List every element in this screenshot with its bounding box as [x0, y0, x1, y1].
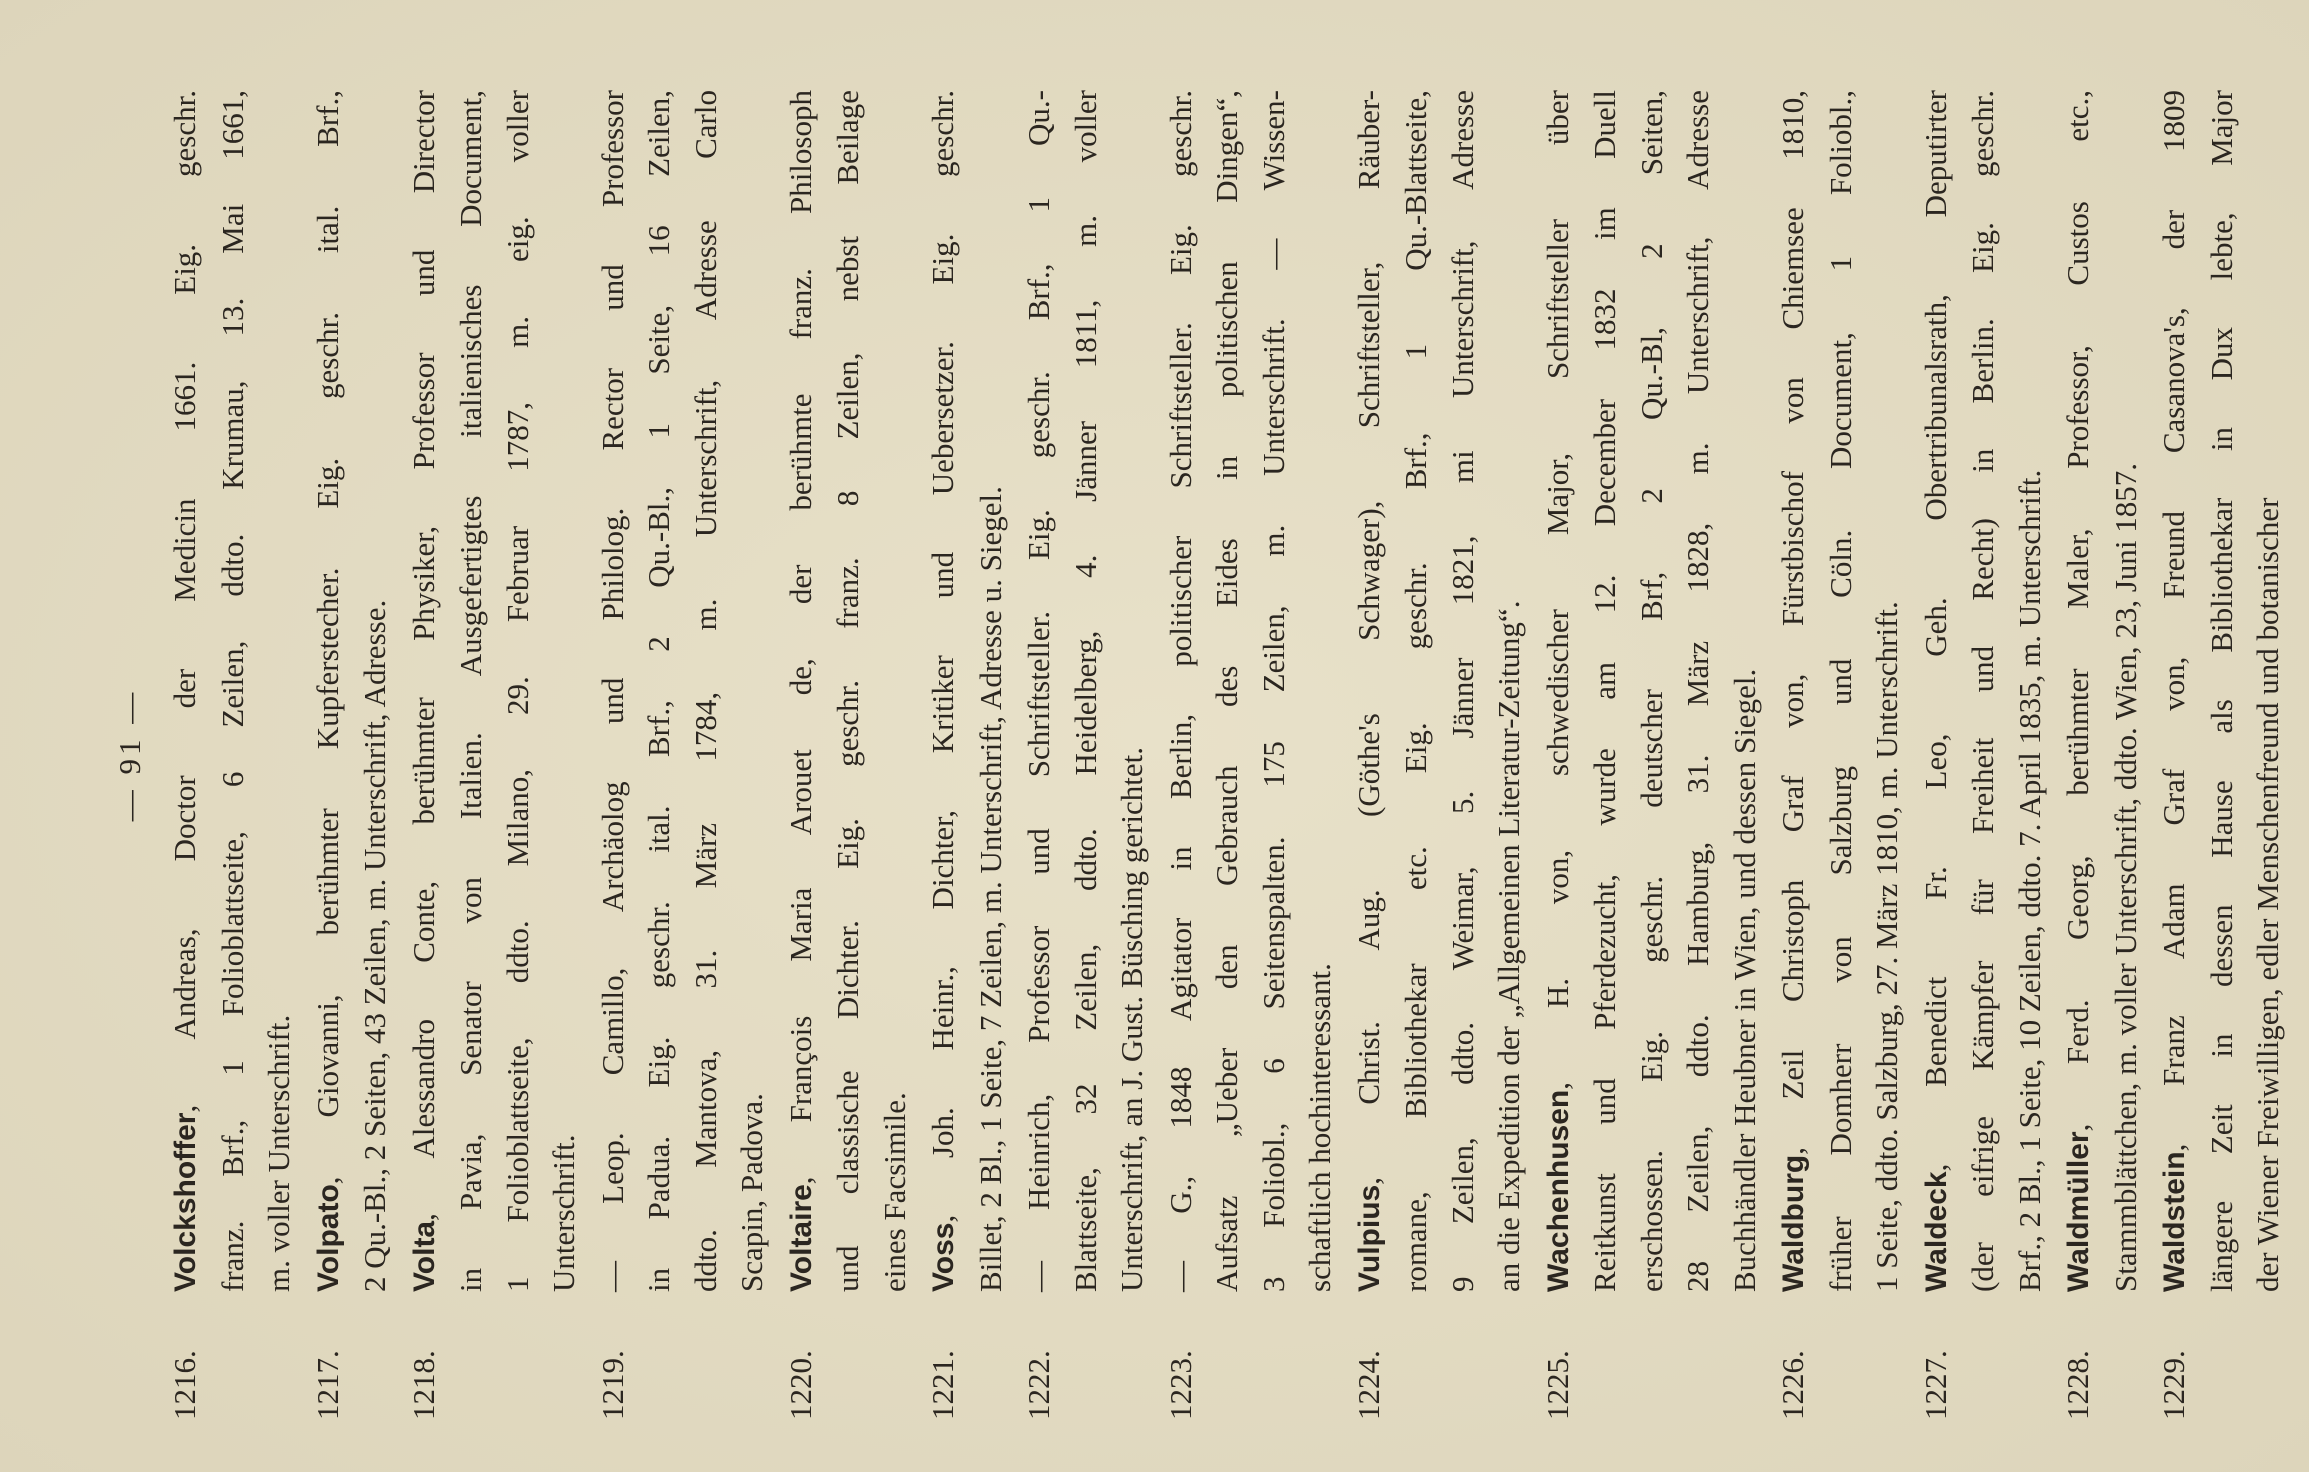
entry-text	[2055, 90, 2149, 1292]
entry-line: Buchhändler Heubner in Wien, und dessen Siegel.	[1726, 668, 1762, 1292]
entry-text	[1770, 90, 1911, 1292]
entry-number: 1216.	[167, 1350, 202, 1420]
entry-number: 1221.	[925, 1350, 960, 1420]
entry-name: Waldeck	[1919, 1171, 1953, 1292]
entry-text	[162, 90, 303, 1292]
entry-line: Unterschrift, an J. Gust. Büsching gerichtet.	[1114, 747, 1149, 1292]
entry-line: m. voller Unterschrift.	[261, 1014, 296, 1292]
catalog-entry	[1158, 90, 1344, 1420]
entry-text	[305, 90, 399, 1292]
entry-text	[401, 90, 588, 1292]
entry-line: Voltaire, François Maria Arouet de, der berühmte franz. Philosoph	[782, 90, 818, 1292]
entry-line: erschossen. Eig. geschr. deutscher Brf, 2 Qu.-Bl, 2 Seiten,	[1633, 90, 1669, 1292]
entry-line: 1 Seite, ddto. Salzburg, 27. März 1810, m. Unterschrift.	[1869, 601, 1904, 1292]
entry-line: — G., 1848 Agitator in Berlin, politischer Schriftsteller. Eig. geschr.	[1162, 90, 1198, 1292]
entry-line: romane, Bibliothekar etc. Eig. geschr. Brf., 1 Qu.-Blattseite,	[1398, 90, 1433, 1292]
entry-line: ddto. Mantova, 31. März 1784, m. Unterschrift, Adresse Carlo	[687, 90, 723, 1292]
entry-number: 1219.	[594, 1350, 630, 1420]
entry-line: früher Domherr von Salzburg und Cöln. Document, 1 Foliobl.,	[1822, 90, 1858, 1292]
catalog-entry	[1016, 90, 1156, 1420]
entry-line: und classische Dichter. Eig. geschr. franz. 8 Zeilen, nebst Beilage	[830, 90, 865, 1292]
entry-line: Scapin, Padova.	[734, 1093, 769, 1292]
entry-line: Waldeck, Benedict Fr. Leo, Geh. Obertribunalsrath, Deputirter	[1917, 90, 1953, 1292]
entry-name: Voltaire	[784, 1184, 818, 1292]
entry-line: 9 Zeilen, ddto. Weimar, 5. Jänner 1821, mi Unterschrift, Adresse	[1444, 90, 1480, 1292]
catalog-entry	[1913, 90, 2054, 1420]
entry-name: Waldmüller	[2062, 1131, 2095, 1292]
entry-number: 1220.	[782, 1350, 818, 1420]
entry-number: 1223.	[1162, 1350, 1198, 1420]
entry-line: franz. Brf., 1 Folioblattseite, 6 Zeilen, ddto. Krumau, 13. Mai 1661,	[214, 90, 250, 1292]
entry-text	[778, 90, 919, 1292]
entry-name: Waldstein	[2158, 1151, 2191, 1292]
entry-text	[1016, 90, 1156, 1292]
entry-number: 1218.	[405, 1350, 441, 1420]
entry-line: Waldmüller, Ferd. Georg, berühmter Maler, Professor, Custos etc.,	[2060, 90, 2095, 1292]
catalog-entry	[401, 90, 588, 1420]
entry-line: der Wiener Freiwilligen, edler Menschenfreund und botanischer	[2250, 497, 2285, 1292]
entry-line: längere Zeit in dessen Hause als Bibliothekar in Dux lebte, Major	[2203, 90, 2239, 1292]
entry-line: in Pavia, Senator von Italien. Ausgefertigtes italienisches Document,	[453, 90, 488, 1292]
entry-line: Brf., 2 Bl., 1 Seite, 10 Zeilen, ddto. 7. April 1835, m. Unterschrift.	[2011, 469, 2047, 1292]
entry-line: Waldburg, Zeil Christoph Graf von, Fürstbischof von Chiemsee 1810,	[1775, 90, 1810, 1292]
entry-name: Wachenhusen	[1541, 1089, 1575, 1292]
catalog-entry	[920, 90, 1014, 1420]
entry-line: Stammblättchen, m. voller Unterschrift, ddto. Wien, 23, Juni 1857.	[2107, 462, 2143, 1292]
entry-line: Volckshoffer, Andreas, Doctor der Medicin 1661. Eig. geschr.	[167, 90, 202, 1292]
entry-line: 1 Folioblattseite, ddto. Milano, 29. Februar 1787, m. eig. voller	[499, 90, 535, 1292]
catalog-entry	[1346, 90, 1533, 1420]
entry-line: — Heinrich, Professor und Schriftsteller. Eig. geschr. Brf., 1 Qu.-	[1021, 90, 1056, 1292]
entry-number: 1225.	[1539, 1350, 1575, 1420]
entry-name: Vulpius	[1352, 1184, 1386, 1292]
entry-line: Volpato, Giovanni, berühmter Kupferstecher. Eig. geschr. ital. Brf.,	[309, 90, 345, 1292]
entry-text	[1913, 90, 2054, 1292]
entry-line: Unterschrift.	[546, 1134, 581, 1292]
page-number: — 91 —	[112, 688, 147, 822]
entry-line: (der eifrige Kämpfer für Freiheit und Recht) in Berlin. Eig. geschr.	[1965, 90, 2000, 1292]
catalog-entry	[590, 90, 776, 1420]
entry-line: Reitkunst und Pferdezucht, wurde am 12. December 1832 im Duell	[1587, 90, 1622, 1292]
catalog-entry	[2151, 90, 2292, 1420]
catalog-entry	[778, 90, 919, 1420]
entry-number: 1226.	[1775, 1350, 1810, 1420]
entry-number: 1229.	[2156, 1350, 2191, 1420]
entry-list	[162, 90, 2292, 1420]
entry-line: an die Expedition der „Allgemeinen Literatur-Zeitung“.	[1491, 600, 1526, 1292]
catalog-entry	[2055, 90, 2149, 1420]
catalog-entry	[162, 90, 303, 1420]
entry-text	[1346, 90, 1533, 1292]
catalog-entry	[1770, 90, 1911, 1420]
entry-line: in Padua. Eig. geschr. ital. Brf., 2 Qu.-Bl., 1 Seite, 16 Zeilen,	[641, 90, 676, 1292]
entry-text	[920, 90, 1014, 1292]
entry-number: 1227.	[1917, 1350, 1953, 1420]
entry-line: Billet, 2 Bl., 1 Seite, 7 Zeilen, m. Unterschrift, Adresse u. Siegel.	[972, 486, 1008, 1292]
entry-number: 1224.	[1350, 1350, 1386, 1420]
entry-line: Aufsatz „Ueber den Gebrauch des Eides in politischen Dingen“,	[1209, 90, 1244, 1292]
entry-line: Blattseite, 32 Zeilen, ddto. Heidelberg, 4. Jänner 1811, m. voller	[1067, 90, 1103, 1292]
catalog-entry	[1535, 90, 1769, 1420]
entry-line: schaftlich hochinteressant.	[1302, 963, 1337, 1292]
entry-name: Waldburg	[1777, 1154, 1810, 1292]
rotated-text-block	[100, 90, 2285, 1420]
entry-text	[2151, 90, 2292, 1292]
entry-line: 3 Foliobl., 6 Seitenspalten. 175 Zeilen, m. Unterschrift. — Wissen-	[1255, 90, 1291, 1292]
entry-number: 1222.	[1021, 1350, 1056, 1420]
entry-line: 28 Zeilen, ddto. Hamburg, 31. März 1828, m. Unterschrift, Adresse	[1680, 90, 1715, 1292]
entry-line: Voss, Joh. Heinr., Dichter, Kritiker und Uebersetzer. Eig. geschr.	[925, 90, 960, 1292]
entry-line: Wachenhusen, H. von, schwedischer Major, Schriftsteller über	[1539, 90, 1575, 1292]
entry-name: Volta	[407, 1220, 441, 1292]
entry-number: 1217.	[309, 1350, 345, 1420]
entry-number: 1228.	[2060, 1350, 2095, 1420]
entry-line: Waldstein, Franz Adam Graf von, Freund Casanova's, der 1809	[2156, 90, 2191, 1292]
entry-name: Volckshoffer	[169, 1112, 202, 1292]
catalog-entry	[305, 90, 399, 1420]
entry-text	[1158, 90, 1344, 1292]
entry-line: Vulpius, Christ. Aug. (Göthe's Schwager), Schriftsteller, Räuber-	[1350, 90, 1386, 1292]
entry-line: eines Facsimile.	[876, 1092, 912, 1292]
entry-text	[1535, 90, 1769, 1292]
entry-line: — Leop. Camillo, Archäolog und Philolog. Rector und Professor	[594, 90, 630, 1292]
entry-line: 2 Qu.-Bl., 2 Seiten, 43 Zeilen, m. Unterschrift, Adresse.	[357, 599, 392, 1292]
entry-name: Voss	[927, 1222, 960, 1292]
entry-text	[590, 90, 776, 1292]
entry-name: Volpato	[311, 1184, 345, 1292]
entry-line: Volta, Alessandro Conte, berühmter Physiker, Professor und Director	[405, 90, 441, 1292]
